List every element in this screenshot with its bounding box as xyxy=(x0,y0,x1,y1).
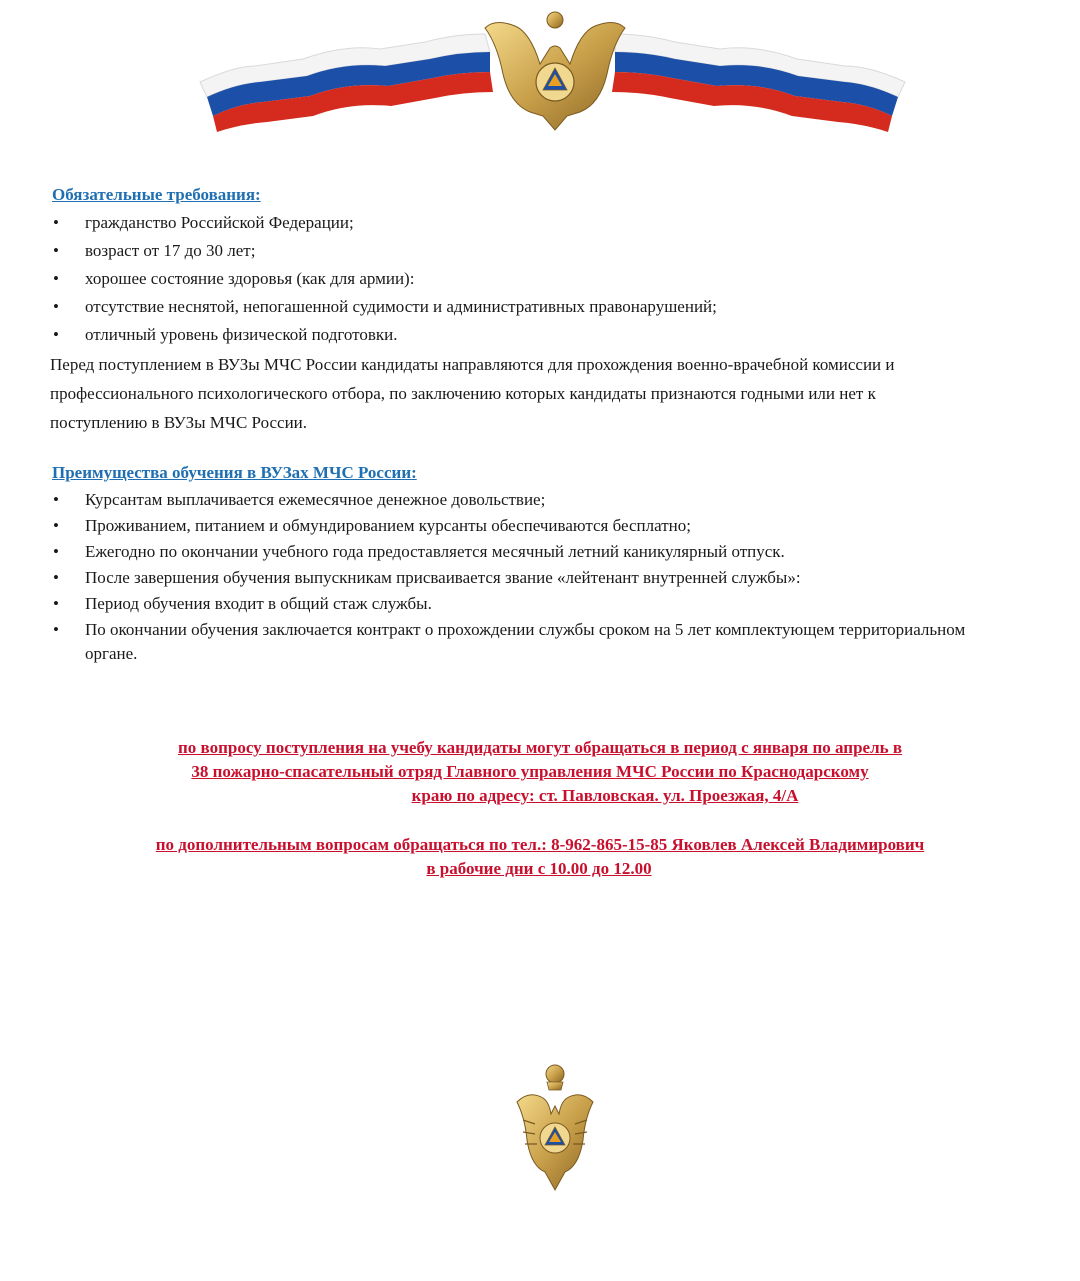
bullet-icon: • xyxy=(53,594,59,613)
bullet-icon: • xyxy=(53,490,59,509)
requirements-list xyxy=(50,210,1065,347)
admission-paragraph xyxy=(50,350,1065,437)
contact-line: 38 пожарно-спасательный отряд Главного управления МЧС России по Краснодарскому xyxy=(191,762,869,781)
list-item: • возраст от 17 до 30 лет; xyxy=(50,238,1065,263)
list-item: • После завершения обучения выпускникам присваивается звание «лейтенант внутренней службы»: xyxy=(50,566,1065,590)
contact-line: по дополнительным вопросам обращаться по тел.: 8-962-865-15-85 Яковлев Алексей Владимирович xyxy=(155,835,925,854)
emchs-emblem-icon xyxy=(515,1062,595,1192)
bullet-icon: • xyxy=(53,568,59,587)
bullet-icon: • xyxy=(53,516,59,535)
list-item: • хорошее состояние здоровья (как для армии): xyxy=(50,266,1065,291)
paragraph-line: поступлению в ВУЗы МЧС России. xyxy=(50,413,308,432)
emchs-emblem-icon xyxy=(485,12,625,130)
paragraph-line: Перед поступлением в ВУЗы МЧС России кандидаты направляются для прохождения военно-врачебной комиссии и xyxy=(50,355,895,374)
bullet-icon: • xyxy=(53,241,59,260)
list-item: • По окончании обучения заключается контракт о прохождении службы сроком на 5 лет комплектующем территориальном органе. xyxy=(53,620,966,663)
requirements-heading: Обязательные требования: xyxy=(52,185,261,204)
contact-line: краю по адресу: ст. Павловская. ул. Проезжая, 4/А xyxy=(411,786,799,805)
contact-line: в рабочие дни с 10.00 до 12.00 xyxy=(426,859,652,878)
advantages-section xyxy=(50,461,1065,666)
paragraph-line: профессионального психологического отбора, по заключению которых кандидаты признаются годными или нет к xyxy=(50,384,876,403)
bullet-icon: • xyxy=(53,542,59,561)
requirements-section xyxy=(50,183,1065,437)
document-body xyxy=(50,183,1065,668)
bullet-icon: • xyxy=(53,620,59,639)
bullet-icon: • xyxy=(53,297,59,316)
advantages-heading: Преимущества обучения в ВУЗах МЧС России: xyxy=(52,463,417,482)
list-item: • Проживанием, питанием и обмундированием курсанты обеспечиваются бесплатно; xyxy=(50,514,1065,538)
list-item: • Курсантам выплачивается ежемесячное денежное довольствие; xyxy=(50,488,1065,512)
flag-ribbon-left xyxy=(200,34,493,132)
list-item: • Период обучения входит в общий стаж службы. xyxy=(50,592,1065,616)
contact-line: по вопросу поступления на учебу кандидаты могут обращаться в период с января по апрель в xyxy=(177,738,903,757)
bullet-icon: • xyxy=(53,325,59,344)
bullet-icon: • xyxy=(53,213,59,232)
list-item: • отличный уровень физической подготовки. xyxy=(50,322,1065,347)
list-item: • гражданство Российской Федерации; xyxy=(50,210,1065,235)
advantages-list xyxy=(50,488,1065,666)
list-item: • отсутствие неснятой, непогашенной судимости и административных правонарушений; xyxy=(50,294,1065,319)
contact-admissions xyxy=(0,736,1080,808)
flag-ribbon-right xyxy=(612,34,905,132)
list-item: • Ежегодно по окончании учебного года предоставляется месячный летний каникулярный отпуск. xyxy=(50,540,1065,564)
flag-banner xyxy=(195,4,910,136)
contact-phone xyxy=(0,833,1080,881)
bullet-icon: • xyxy=(53,269,59,288)
